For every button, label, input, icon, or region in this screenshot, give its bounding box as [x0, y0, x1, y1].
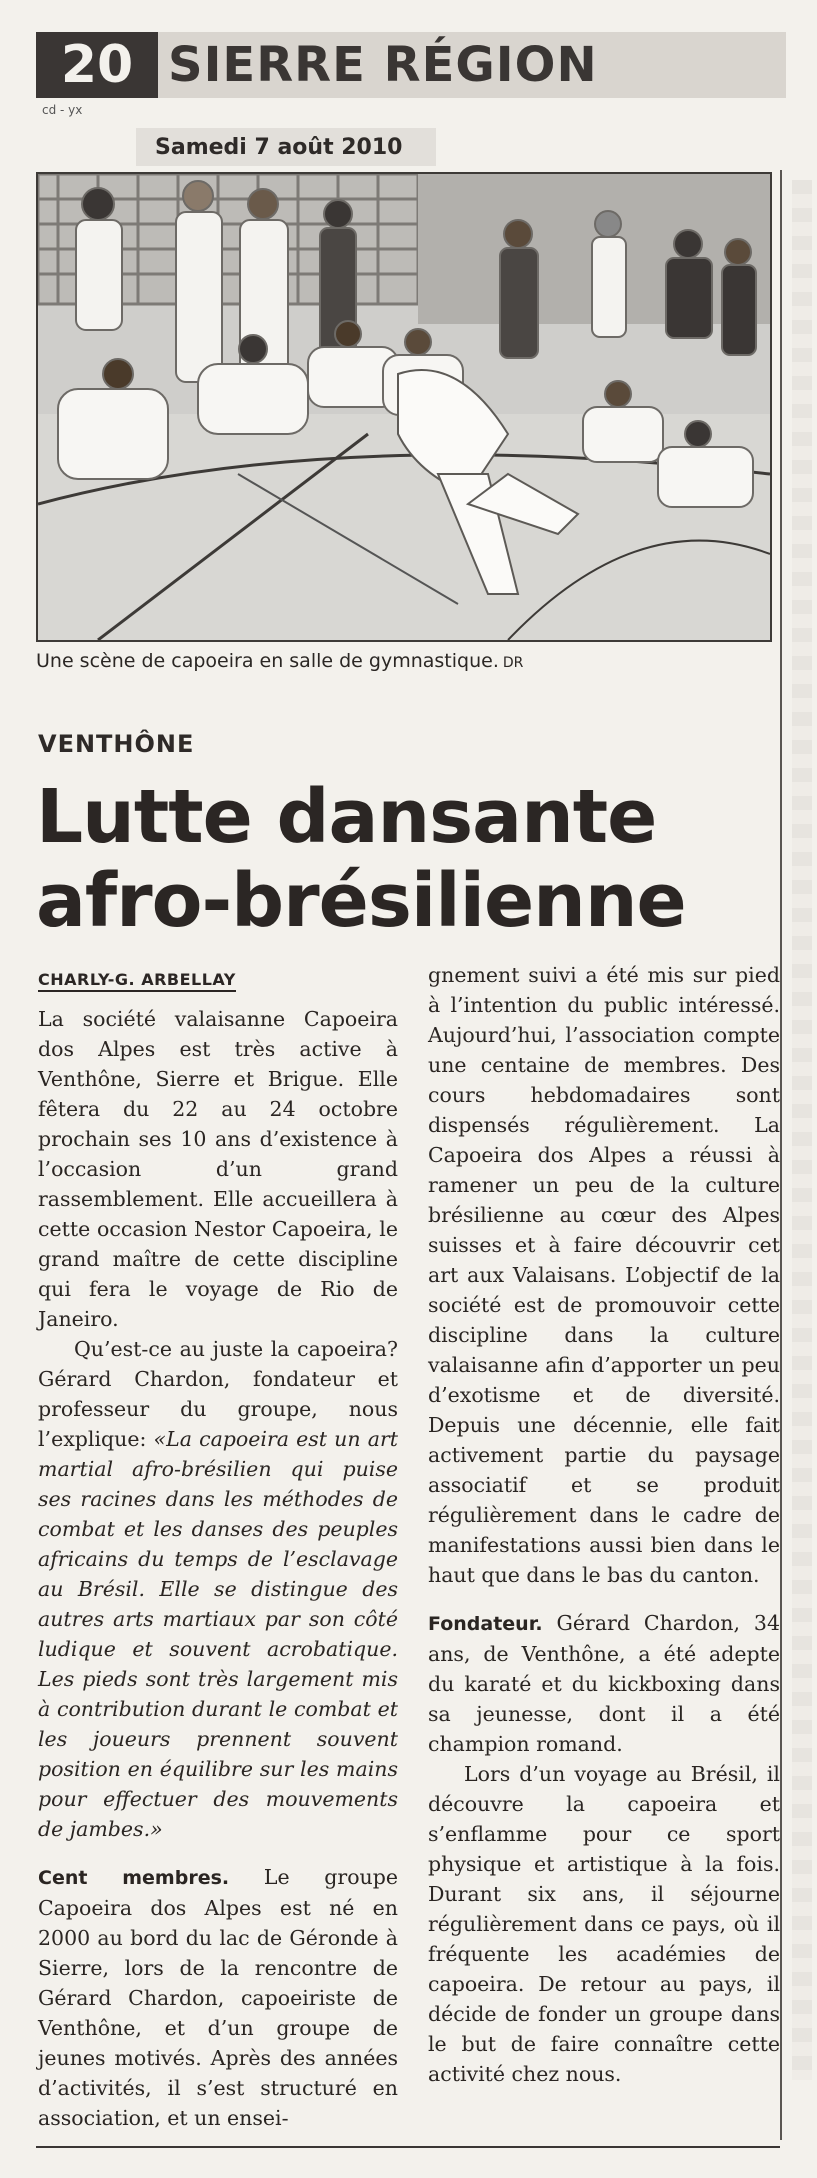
paragraph-cent-membres — [38, 1862, 398, 2133]
article-column-left — [38, 1004, 398, 2133]
article-kicker: VENTHÔNE — [38, 730, 195, 758]
photo-caption — [36, 650, 772, 672]
subhead-fondateur: Fondateur. — [428, 1613, 543, 1635]
adjacent-page-bleed — [792, 180, 812, 2080]
photo-credit: DR — [502, 655, 524, 671]
paragraph-continuation: gnement suivi a été mis sur pied à l’intention du public intéressé. Aujourd’hui, l’association compte une centaine de membres. Des cours hebdomadaires sont dispensés régulièrement. La Capoeira dos Alpes a réussi à ramener un peu de la culture brésilienne au cœur des Alpes suisses et à faire découvrir cet art aux Valaisans. L’objectif de la société est de promouvoir cette discipline dans la culture valaisanne afin d’apporter un peu d’exotisme et de diversité. Depuis une décennie, elle fait activement partie du paysage associatif et se produit régulièrement dans le cadre de manifestations aussi bien dans le haut que dans le bas du canton. — [428, 963, 780, 1587]
paragraph-intro: La société valaisanne Capoeira dos Alpes est très active à Venthône, Sierre et Brigue. Elle fêtera du 22 au 24 octobre prochain ses 10 ans d’existence à l’occasion d’un grand rassemblement. Elle accueillera à cette occasion Nestor Capoeira, le grand maître de cette discipline qui fera le voyage de Rio de Janeiro. — [38, 1007, 398, 1331]
headline-line-1: Lutte dansante — [36, 774, 657, 860]
article-byline: CHARLY-G. ARBELLAY — [38, 970, 236, 992]
edition-code: cd - yx — [42, 103, 83, 117]
article-headline — [36, 775, 776, 943]
founder-quote: «La capoeira est un art martial afro-brésilien qui puise ses racines dans les méthodes de combat et les danses des peuples africains du temps de l’esclavage au Brésil. Elle se distingue des autres arts martiaux par son côté ludique et souvent acrobatique. Les pieds sont très largement mis à contribution durant le combat et les joueurs prennent souvent position en équilibre sur les mains pour effectuer des mouvements de jambes.» — [38, 1427, 398, 1841]
headline-line-2: afro-brésilienne — [36, 858, 686, 944]
fondateur-text: Gérard Chardon, 34 ans, de Venthône, a été adepte du karaté et du kickboxing dans sa jeunesse, dont il a été champion romand. — [428, 1611, 780, 1756]
article-column-right — [428, 960, 780, 2089]
section-title: SIERRE RÉGION — [168, 37, 598, 93]
publication-date: Samedi 7 août 2010 — [155, 135, 403, 160]
article-photo — [36, 172, 772, 642]
capoeira-photo-illustration — [38, 174, 770, 640]
paragraph-question — [38, 1334, 398, 1844]
footer-rule — [36, 2146, 780, 2148]
subhead-cent-membres: Cent membres. — [38, 1867, 230, 1889]
paragraph-fondateur — [428, 1608, 780, 1759]
paragraph-bresil: Lors d’un voyage au Brésil, il découvre la capoeira et s’enflamme pour ce sport physique et artistique à la fois. Durant six ans, il séjourne régulièrement dans ce pays, où il fréquente les académies de capoeira. De retour au pays, il décide de fonder un groupe dans le but de faire connaître cette activité chez nous. — [428, 1762, 780, 2086]
column-divider — [780, 170, 782, 2140]
page-number: 20 — [36, 32, 158, 98]
cent-membres-text: Le groupe Capoeira dos Alpes est né en 2000 au bord du lac de Géronde à Sierre, lors de la rencontre de Gérard Chardon, capoeiriste de Venthône, et d’un groupe de jeunes motivés. Après des années d’activités, il s’est structuré en association, et un ensei- — [38, 1865, 398, 2130]
caption-text: Une scène de capoeira en salle de gymnastique. — [36, 650, 499, 672]
question-text: Qu’est-ce au juste la capoeira? Gérard Chardon, fondateur et professeur du groupe, nous l’explique: — [38, 1337, 398, 1451]
